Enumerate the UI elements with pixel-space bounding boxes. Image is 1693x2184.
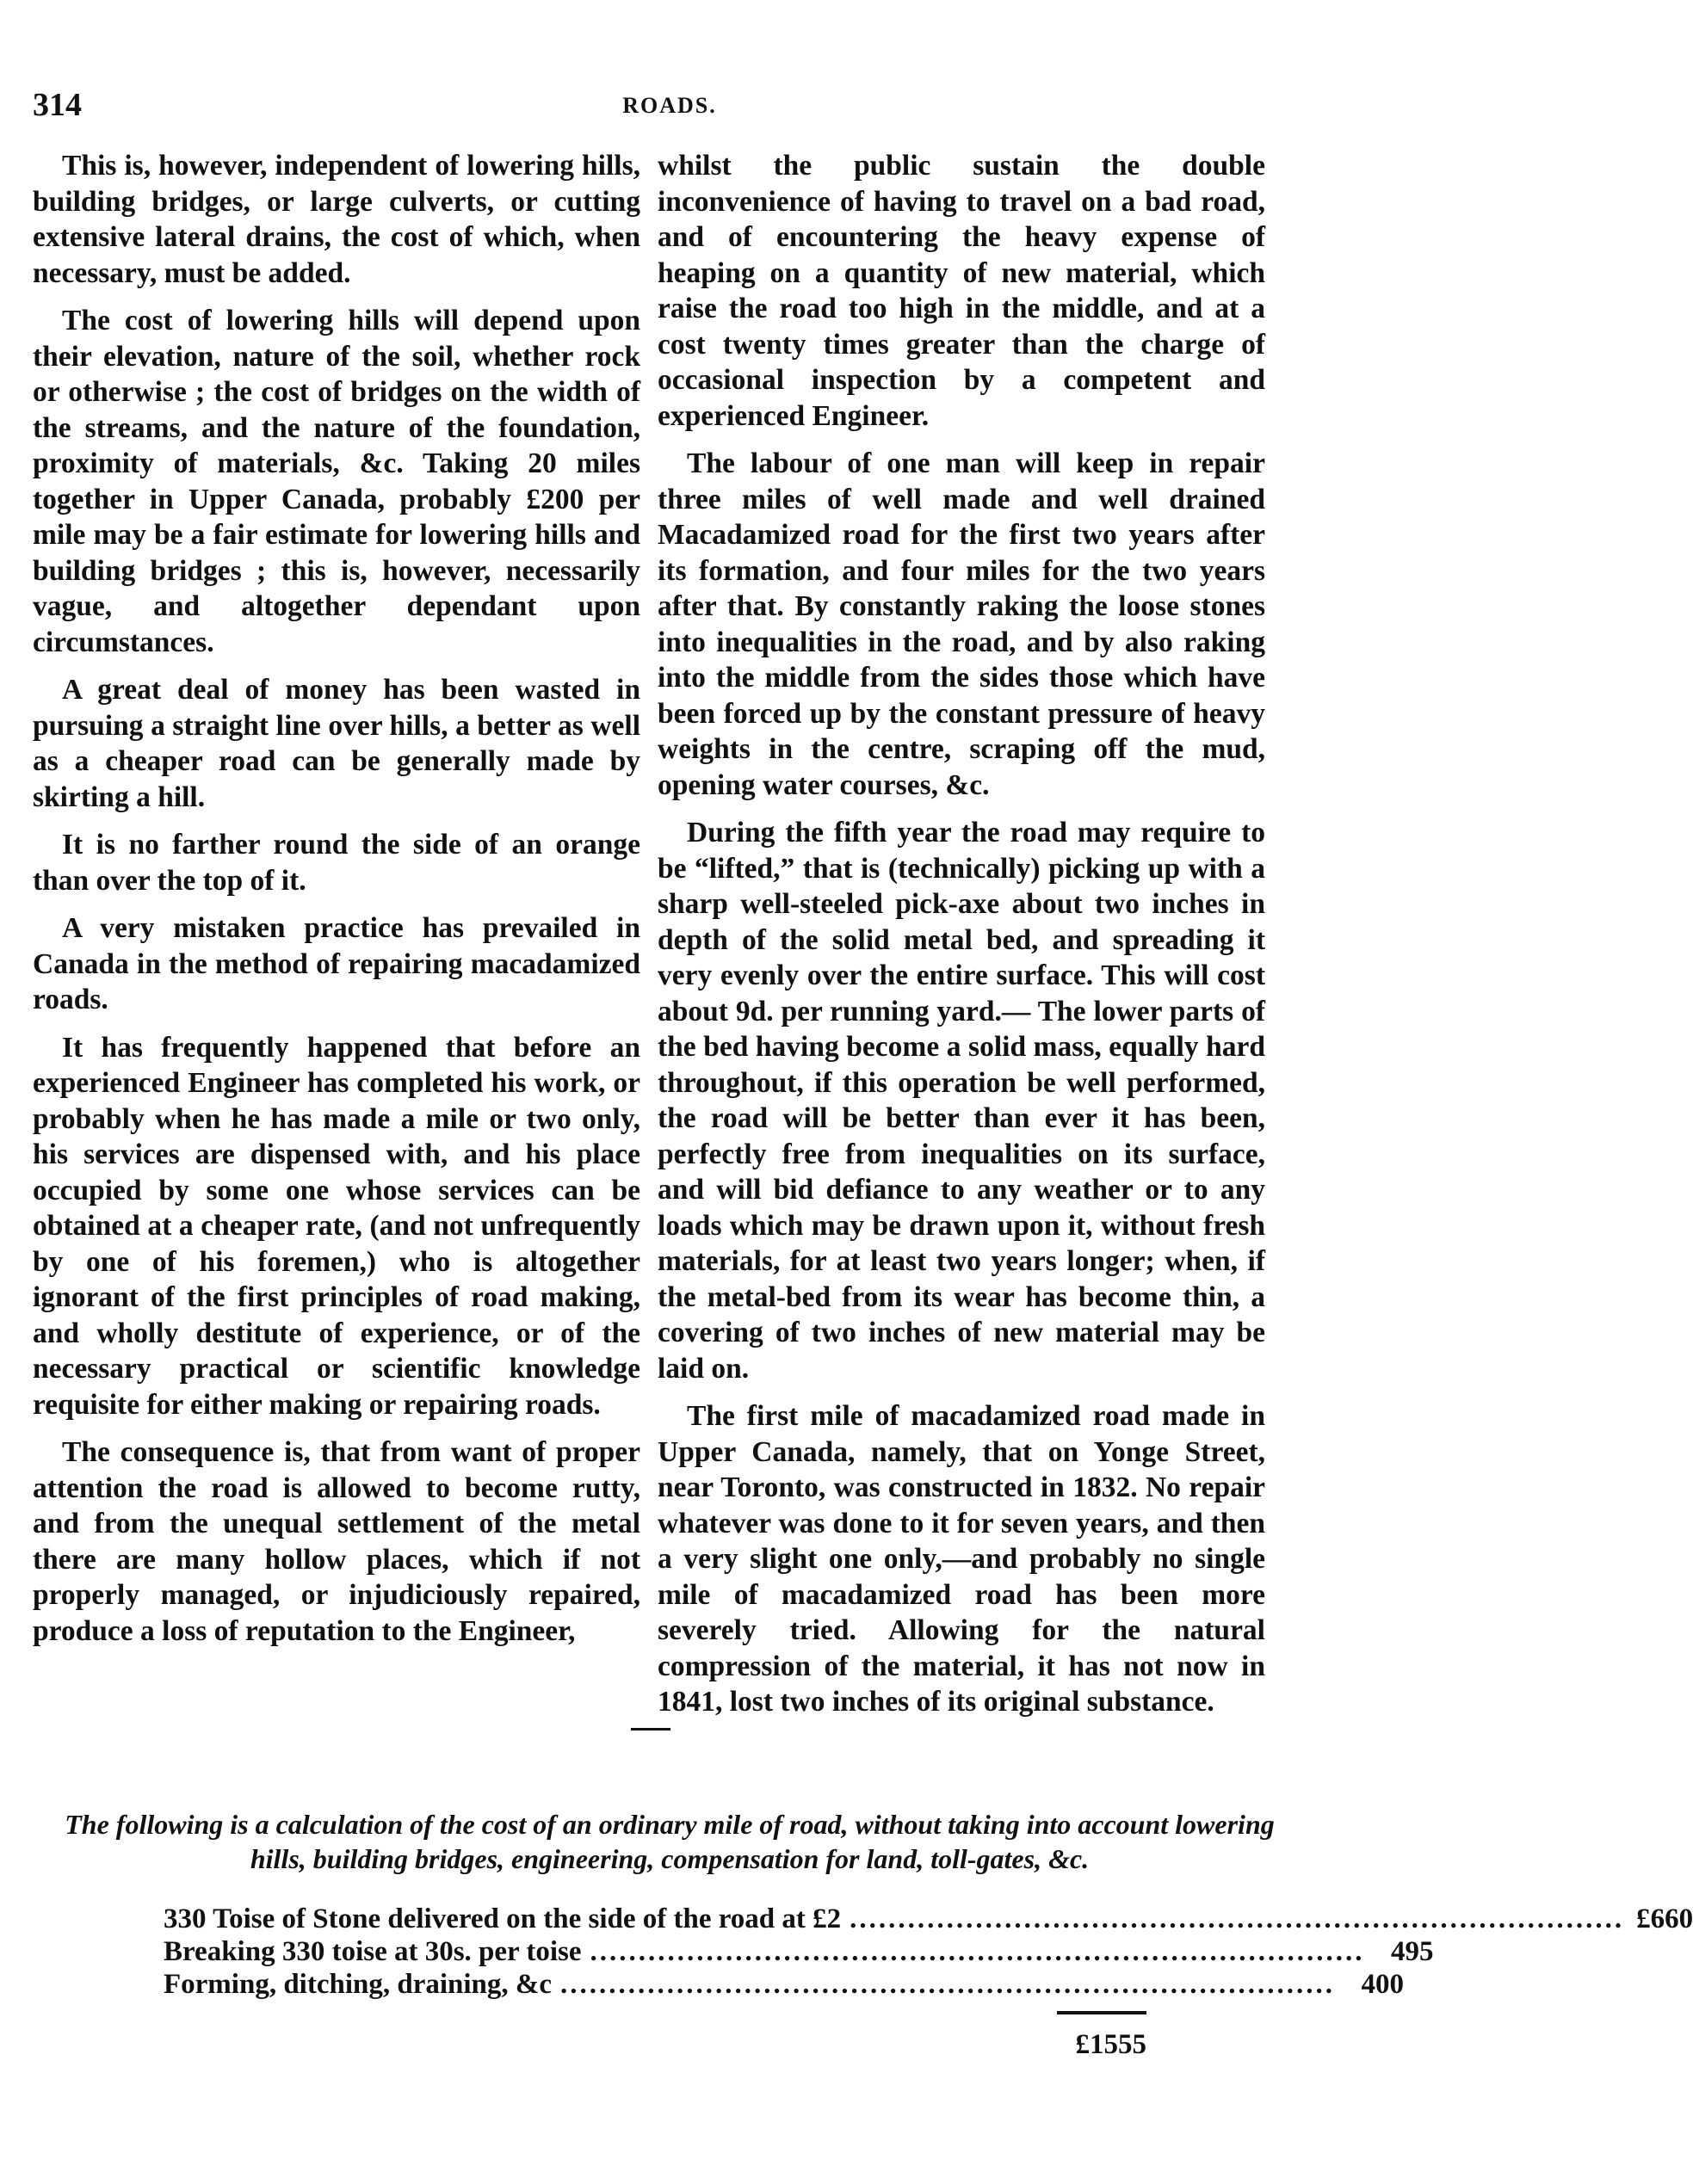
- paragraph: It is no farther round the side of an orange than over the top of it.: [33, 829, 640, 897]
- paragraph: The cost of lowering hills will depend upon their elevation, nature of the soil, whether rock or otherwise ; the cost of bridges on the width of the streams, and the nature of the foundation, proximity of materials, &c. Taking 20 miles together in Upper Canada, probably £200 per mile may be a fair estimate for lowering hills and building bridges ; this is, however, necessarily vague, and altogether dependant upon circumstances.: [33, 305, 640, 658]
- cost-amount: £660: [1636, 1903, 1693, 1934]
- leader-dots: ................................................................................: [560, 1969, 1336, 2000]
- cost-amount: 400: [1361, 1969, 1405, 2000]
- leader-dots: ................................................................................: [590, 1936, 1365, 1967]
- cost-row: [164, 1903, 1693, 1935]
- cost-total: £1555: [1075, 2029, 1146, 2060]
- paragraph: During the fifth year the road may require to be “lifted,” that is (technically) picking up with a sharp well-steeled pick-axe about two inches in depth of the solid metal bed, and spreading it very evenly over the entire surface. This will cost about 9d. per running yard.— The lower parts of the bed having become a solid mass, equally hard throughout, if this operation be well performed, the road will be better than ever it has been, perfectly free from inequalities on its surface, and will bid defiance to any weather or to any loads which may be drawn upon it, without fresh materials, for at least two years longer; when, if the metal-bed from its wear has become thin, a covering of two inches of new material may be laid on.: [658, 817, 1265, 1385]
- cost-label: Forming, ditching, draining, &c: [164, 1969, 553, 2000]
- paragraph: This is, however, independent of lowering hills, building bridges, or large culverts, or cutting extensive lateral drains, the cost of which, when necessary, must be added.: [33, 150, 640, 289]
- leader-dots: ................................................................................: [850, 1903, 1625, 1934]
- paragraph: whilst the public sustain the double inconvenience of having to travel on a bad road, and of encountering the heavy expense of heaping on a quantity of new material, which raise the road too high in the middle, and at a cost twenty times greater than the charge of occasional inspection by a competent and experienced Engineer.: [658, 150, 1265, 432]
- paragraph: It has frequently happened that before an experienced Engineer has completed his work, or probably when he has made a mile or two only, his services are dispensed with, and his place occupied by some one whose services can be obtained at a cheaper rate, (and not unfrequently by one of his foremen,) who is altogether ignorant of the first principles of road making, and wholly destitute of experience, or of the necessary practical or scientific knowledge requisite for either making or repairing roads.: [33, 1031, 640, 1421]
- paragraph: The first mile of macadamized road made in Upper Canada, namely, that on Yonge Street, near Toronto, was constructed in 1832. No repair whatever was done to it for seven years, and then a very slight one only,—and probably no single mile of macadamized road has been more severely tried. Allowing for the natural compression of the material, it has not now in 1841, lost two inches of its original substance.: [658, 1400, 1265, 1718]
- left-column: [33, 148, 640, 1661]
- paragraph: The consequence is, that from want of proper attention the road is allowed to become rutty, and from the unequal settlement of the metal there are many hollow places, which if not properly managed, or injudiciously repaired, produce a loss of reputation to the Engineer,: [33, 1436, 640, 1647]
- cost-label: 330 Toise of Stone delivered on the side of the road at £2: [164, 1903, 842, 1934]
- section-divider: [631, 1728, 670, 1731]
- running-title: ROADS.: [622, 93, 717, 118]
- calculation-caption: The following is a calculation of the cost of an ordinary mile of road, without taking into account lowering hills, building bridges, engineering, compensation for land, toll-gates, &c.: [65, 1809, 1275, 1874]
- cost-amount: 495: [1391, 1936, 1434, 1967]
- paragraph: A great deal of money has been wasted in pursuing a straight line over hills, a better as well as a cheaper road can be generally made by skirting a hill.: [33, 674, 640, 813]
- right-column: [658, 148, 1265, 1732]
- cost-row: [164, 1936, 1434, 1968]
- cost-row: [164, 1969, 1405, 2001]
- cost-label: Breaking 330 toise at 30s. per toise: [164, 1936, 582, 1967]
- paragraph: The labour of one man will keep in repair three miles of well made and well drained Macadamized road for the first two years after its formation, and four miles for the two years after that. By constantly raking the loose stones into inequalities in the road, and by also raking into the middle from the sides those which have been forced up by the constant pressure of heavy weights in the centre, scraping off the mud, opening water courses, &c.: [658, 447, 1265, 801]
- paragraph: A very mistaken practice has prevailed in Canada in the method of repairing macadamized roads.: [33, 912, 640, 1015]
- page-number: 314: [33, 87, 82, 123]
- sum-rule: [1057, 2011, 1146, 2014]
